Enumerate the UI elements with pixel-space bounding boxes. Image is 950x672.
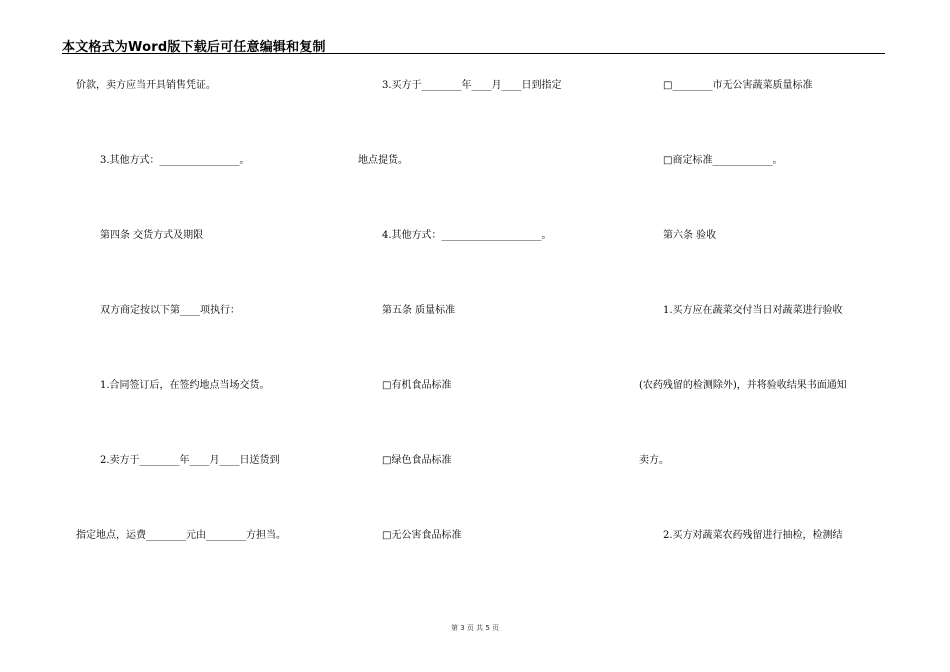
page-number-footer: 第 3 页 共 5 页 <box>450 624 500 632</box>
article-4-heading: 第四条 交货方式及期限 <box>100 230 204 241</box>
col3-line-7: 2.买方对蔬菜农药残留进行抽检，检测结 <box>663 530 843 541</box>
col2-line-5: □有机食品标准 <box>382 380 452 391</box>
article-6-heading: 第六条 验收 <box>663 230 717 241</box>
col2-line-3: 4.其他方式：____________________。 <box>382 230 552 241</box>
col2-line-7: □无公害食品标准 <box>382 530 462 541</box>
document-header-title: 本文格式为Word版下载后可任意编辑和复制 <box>62 40 326 55</box>
col1-line-4: 双方商定按以下第____项执行： <box>100 305 240 316</box>
header-divider <box>62 53 885 54</box>
col1-line-5: 1.合同签订后，在签约地点当场交货。 <box>100 380 270 391</box>
col3-line-5: (农药残留的检测除外)，并将验收结果书面通知 <box>639 380 847 391</box>
col3-line-6: 卖方。 <box>639 455 669 466</box>
col3-line-1: □________市无公害蔬菜质量标准 <box>663 80 813 91</box>
col2-line-6: □绿色食品标准 <box>382 455 452 466</box>
col1-line-6: 2.卖方于________年____月____日送货到 <box>100 455 280 466</box>
col1-line-7: 指定地点，运费________元由________方担当。 <box>76 530 286 541</box>
article-5-heading: 第五条 质量标准 <box>382 305 456 316</box>
col1-line-2: 3.其他方式：________________。 <box>100 155 250 166</box>
col1-line-1: 价款，卖方应当开具销售凭证。 <box>76 80 216 91</box>
col2-line-2: 地点提货。 <box>358 155 408 166</box>
col3-line-2: □商定标准____________。 <box>663 155 783 166</box>
col3-line-4: 1.买方应在蔬菜交付当日对蔬菜进行验收 <box>663 305 843 316</box>
col2-line-1: 3.买方于________年____月____日到指定 <box>382 80 562 91</box>
